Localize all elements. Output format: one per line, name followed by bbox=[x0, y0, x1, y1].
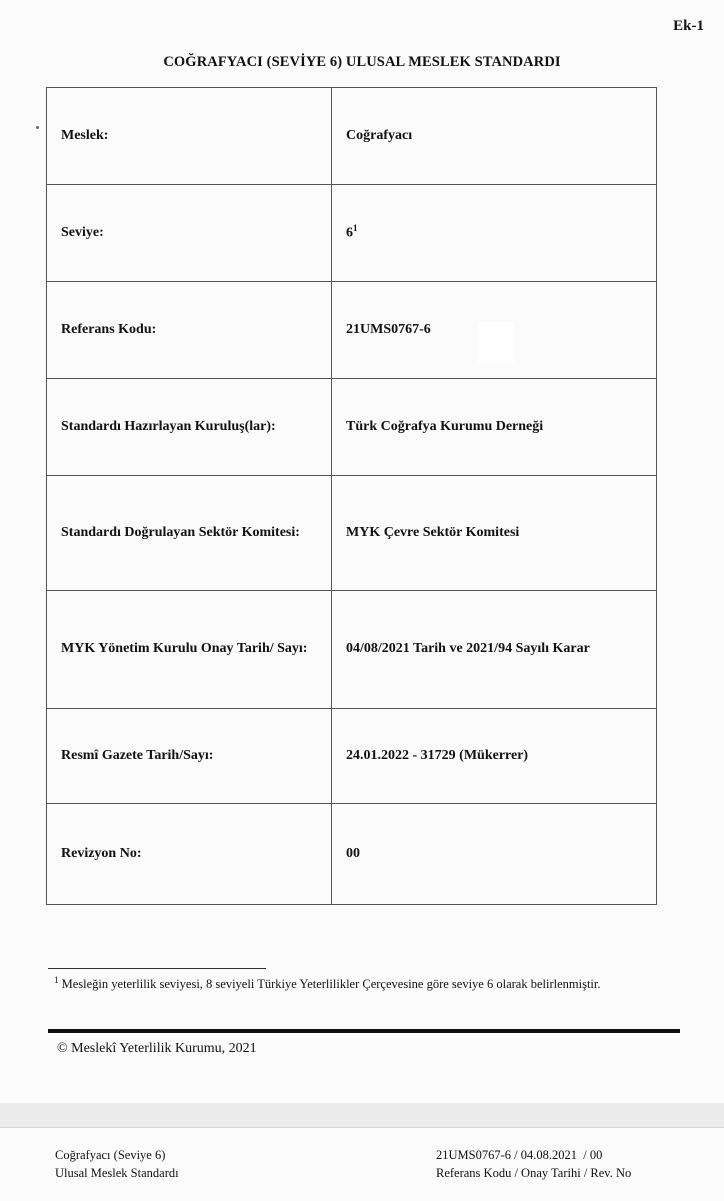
table-row bbox=[47, 88, 657, 185]
copyright-text: © Meslekî Yeterlilik Kurumu, 2021 bbox=[57, 1041, 257, 1056]
row-label-meslek: Meslek: bbox=[47, 88, 332, 185]
row-value-seviye bbox=[332, 185, 657, 282]
document-title: COĞRAFYACI (SEVİYE 6) ULUSAL MESLEK STANDARDI bbox=[163, 54, 561, 70]
row-value-onay: 04/08/2021 Tarih ve 2021/94 Sayılı Karar bbox=[332, 591, 657, 709]
scan-mark bbox=[36, 126, 39, 129]
footer-left bbox=[55, 1146, 179, 1182]
row-value-gazete: 24.01.2022 - 31729 (Mükerrer) bbox=[332, 709, 657, 804]
standard-info-table bbox=[46, 87, 657, 905]
footer-standard-name: Coğrafyacı (Seviye 6) bbox=[55, 1148, 166, 1162]
footnote-separator bbox=[48, 968, 266, 969]
row-value-dogrulayan: MYK Çevre Sektör Komitesi bbox=[332, 476, 657, 591]
table-row bbox=[47, 185, 657, 282]
row-label-seviye: Seviye: bbox=[47, 185, 332, 282]
footnote bbox=[54, 974, 654, 993]
row-value-hazirlayan: Türk Coğrafya Kurumu Derneği bbox=[332, 379, 657, 476]
table-row bbox=[47, 282, 657, 379]
table-row bbox=[47, 591, 657, 709]
footer-rule bbox=[48, 1029, 680, 1033]
table-row bbox=[47, 476, 657, 591]
table-row bbox=[47, 379, 657, 476]
table-row bbox=[47, 804, 657, 905]
row-label-onay: MYK Yönetim Kurulu Onay Tarih/ Sayı: bbox=[47, 591, 332, 709]
annex-label: Ek-1 bbox=[673, 18, 704, 34]
page-gap bbox=[0, 1103, 724, 1127]
footnote-marker: 1 bbox=[54, 975, 59, 985]
footer-reference-values: 21UMS0767-6 / 04.08.2021 / 00 bbox=[436, 1148, 603, 1162]
footer-reference-labels: Referans Kodu / Onay Tarihi / Rev. No bbox=[436, 1166, 632, 1181]
page-footer bbox=[0, 1127, 724, 1201]
row-label-gazete: Resmî Gazete Tarih/Sayı: bbox=[47, 709, 332, 804]
row-label-hazirlayan: Standardı Hazırlayan Kuruluş(lar): bbox=[47, 379, 332, 476]
row-value-revizyon: 00 bbox=[332, 804, 657, 905]
scan-smudge bbox=[478, 322, 514, 362]
row-value-meslek: Coğrafyacı bbox=[332, 88, 657, 185]
row-label-referans: Referans Kodu: bbox=[47, 282, 332, 379]
row-label-dogrulayan: Standardı Doğrulayan Sektör Komitesi: bbox=[47, 476, 332, 591]
footnote-text: Mesleğin yeterlilik seviyesi, 8 seviyeli Türkiye Yeterlilikler Çerçevesine göre seviye 6 olarak belirlenmiştir. bbox=[61, 977, 601, 992]
row-label-revizyon: Revizyon No: bbox=[47, 804, 332, 905]
footnote-ref: 1 bbox=[353, 223, 358, 234]
seviye-value: 6 bbox=[346, 225, 353, 241]
footer-right bbox=[436, 1146, 631, 1182]
footer-standard-type: Ulusal Meslek Standardı bbox=[55, 1166, 179, 1181]
table-row bbox=[47, 709, 657, 804]
row-value-referans: 21UMS0767-6 bbox=[332, 282, 657, 379]
